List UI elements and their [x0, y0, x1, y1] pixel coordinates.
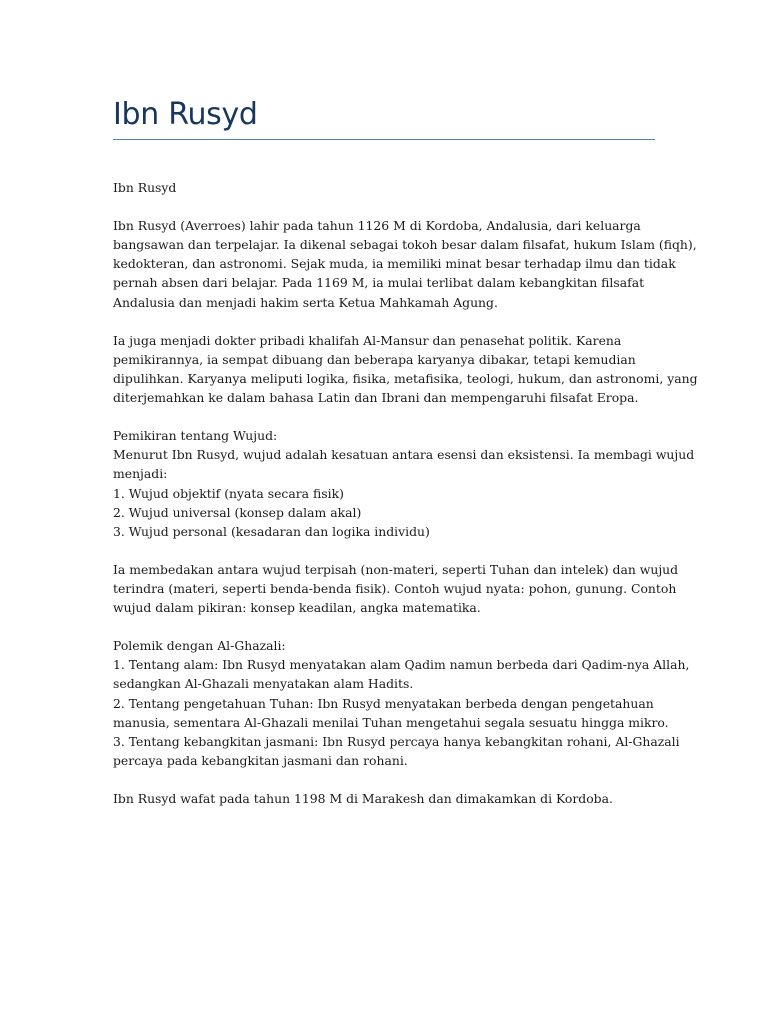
- text-line: bangsawan dan terpelajar. Ia dikenal sebagai tokoh besar dalam filsafat, hukum Islam (fiqh),: [113, 237, 697, 253]
- section-heading: Polemik dengan Al-Ghazali:: [113, 638, 286, 654]
- list-item: 2. Wujud universal (konsep dalam akal): [113, 504, 362, 520]
- text-line: terindra (materi, seperti benda-benda fisik). Contoh wujud nyata: pohon, gunung. Contoh: [113, 580, 677, 596]
- list-item: 3. Tentang kebangkitan jasmani: Ibn Rusyd percaya hanya kebangkitan rohani, Al-Ghazali: [113, 733, 680, 749]
- text-line: diterjemahkan ke dalam bahasa Latin dan Ibrani dan mempengaruhi filsafat Eropa.: [113, 390, 639, 406]
- section-heading: Pemikiran tentang Wujud:: [113, 428, 278, 444]
- text-line: kedokteran, dan astronomi. Sejak muda, ia memiliki minat besar terhadap ilmu dan tidak: [113, 256, 676, 272]
- document-body: [113, 178, 698, 827]
- text-line: Ia membedakan antara wujud terpisah (non-materi, seperti Tuhan dan intelek) dan wujud: [113, 561, 679, 577]
- text-line: menjadi:: [113, 466, 168, 482]
- text-line: Menurut Ibn Rusyd, wujud adalah kesatuan antara esensi dan eksistensi. Ia membagi wujud: [113, 447, 695, 463]
- paragraph: [113, 426, 695, 541]
- paragraph: [113, 216, 697, 311]
- text-line: Ibn Rusyd wafat pada tahun 1198 M di Marakesh dan dimakamkan di Kordoba.: [113, 791, 613, 806]
- paragraph: [113, 178, 658, 197]
- text-line: sedangkan Al-Ghazali menyatakan alam Hadits.: [113, 676, 414, 692]
- text-line: Ibn Rusyd (Averroes) lahir pada tahun 1126 M di Kordoba, Andalusia, dari keluarga: [113, 218, 641, 234]
- list-item: 1. Wujud objektif (nyata secara fisik): [113, 485, 344, 501]
- text-line: Andalusia dan menjadi hakim serta Ketua Mahkamah Agung.: [113, 294, 498, 310]
- text-line: dipulihkan. Karyanya meliputi logika, fisika, metafisika, teologi, hukum, dan astronomi, yang: [113, 370, 698, 386]
- document-title: Ibn Rusyd: [113, 97, 258, 132]
- text-line: Ibn Rusyd: [113, 180, 177, 195]
- list-item: 3. Wujud personal (kesadaran dan logika individu): [113, 523, 430, 539]
- list-item: 1. Tentang alam: Ibn Rusyd menyatakan alam Qadim namun berbeda dari Qadim-nya Allah,: [113, 657, 690, 673]
- paragraph: [113, 789, 658, 808]
- text-line: Ia juga menjadi dokter pribadi khalifah Al-Mansur dan penasehat politik. Karena: [113, 332, 622, 348]
- text-line: pernah absen dari belajar. Pada 1169 M, ia mulai terlibat dalam kebangkitan filsafat: [113, 275, 645, 291]
- paragraph: [113, 331, 698, 407]
- paragraph: [113, 560, 679, 617]
- text-line: pemikirannya, ia sempat dibuang dan beberapa karyanya dibakar, tetapi kemudian: [113, 351, 636, 367]
- list-item: 2. Tentang pengetahuan Tuhan: Ibn Rusyd menyatakan berbeda dengan pengetahuan: [113, 695, 654, 711]
- title-underline-rule: [113, 139, 655, 140]
- text-line: manusia, sementara Al-Ghazali menilai Tuhan mengetahui segala sesuatu hingga mikro.: [113, 714, 669, 730]
- paragraph: [113, 636, 690, 770]
- text-line: percaya pada kebangkitan jasmani dan rohani.: [113, 752, 408, 768]
- text-line: wujud dalam pikiran: konsep keadilan, angka matematika.: [113, 600, 481, 616]
